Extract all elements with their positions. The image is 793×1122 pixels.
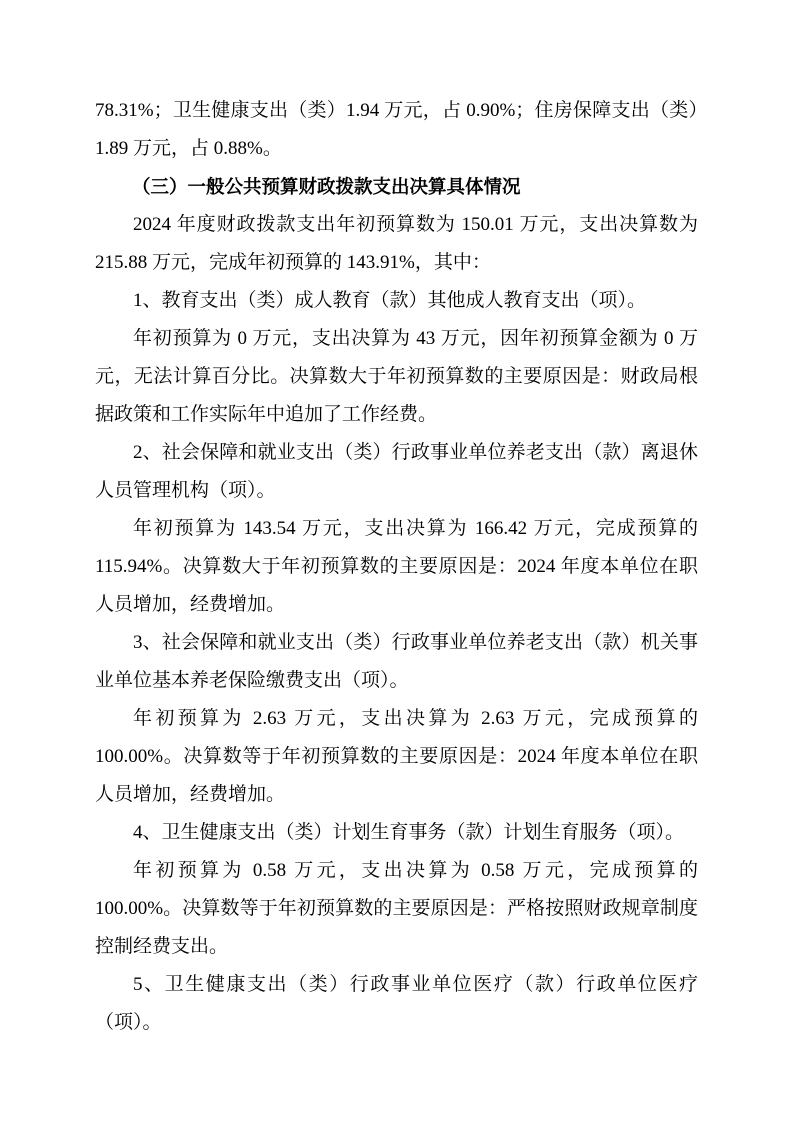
paragraph: 年初预算为 0.58 万元，支出决算为 0.58 万元，完成预算的 100.00%。决算数等于年初预算数的主要原因是：严格按照财政规章制度控制经费支出。 xyxy=(95,860,698,957)
document-body xyxy=(95,92,698,1042)
paragraph-item-3: 3、社会保障和就业支出（类）行政事业单位养老支出（款）机关事业单位基本养老保险缴费支出（项）。 xyxy=(95,632,698,691)
paragraph: 年初预算为 0 万元，支出决算为 43 万元，因年初预算金额为 0 万元，无法计算百分比。决算数大于年初预算数的主要原因是：财政局根据政策和工作实际年中追加了工作经费。 xyxy=(95,328,698,425)
paragraph-item-4: 4、卫生健康支出（类）计划生育事务（款）计划生育服务（项）。 xyxy=(133,822,685,843)
paragraph: 年初预算为 2.63 万元，支出决算为 2.63 万元，完成预算的 100.00%。决算数等于年初预算数的主要原因是：2024 年度本单位在职人员增加，经费增加。 xyxy=(95,708,698,805)
paragraph: 2024 年度财政拨款支出年初预算数为 150.01 万元，支出决算数为 215.88 万元，完成年初预算的 143.91%，其中： xyxy=(95,214,698,273)
paragraph: 年初预算为 143.54 万元，支出决算为 166.42 万元，完成预算的 115.94%。决算数大于年初预算数的主要原因是：2024 年度本单位在职人员增加，经费增加。 xyxy=(95,518,698,615)
paragraph-item-5: 5、卫生健康支出（类）行政事业单位医疗（款）行政单位医疗（项）。 xyxy=(95,974,698,1033)
section-heading: （三）一般公共预算财政拨款支出决算具体情况 xyxy=(132,176,521,197)
paragraph-item-1: 1、教育支出（类）成人教育（款）其他成人教育支出（项）。 xyxy=(133,290,647,311)
paragraph-item-2: 2、社会保障和就业支出（类）行政事业单位养老支出（款）离退休人员管理机构（项）。 xyxy=(95,442,698,501)
paragraph-continuation: 78.31%；卫生健康支出（类）1.94 万元，占 0.90%；住房保障支出（类）1.89 万元，占 0.88%。 xyxy=(95,100,698,159)
